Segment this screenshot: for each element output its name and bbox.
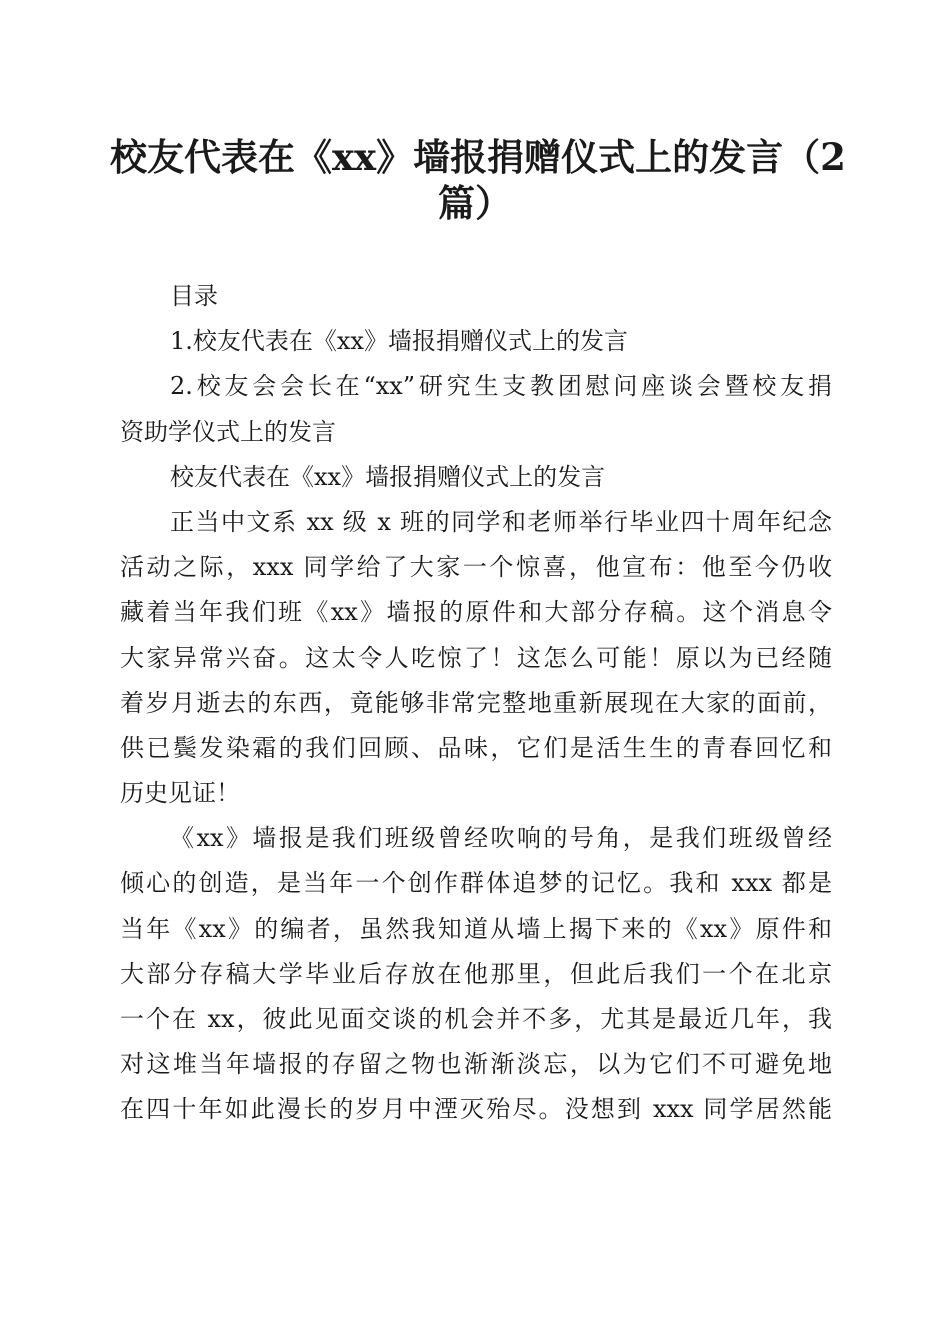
paragraph-1-line: 着岁月逝去的东西，竟能够非常完整地重新展现在大家的面前， — [120, 688, 832, 717]
paragraph-2-line: 对这堆当年墙报的存留之物也渐渐淡忘，以为它们不可避免地 — [120, 1050, 832, 1079]
paragraph-2-line: 在四十年如此漫长的岁月中湮灭殆尽。没想到 xxx 同学居然能 — [120, 1095, 832, 1124]
title-line: 校友代表在《xx》墙报捐赠仪式上的发言（2 — [110, 135, 846, 179]
toc-item-2-line: 资助学仪式上的发言 — [120, 417, 336, 446]
toc-heading: 目录 — [170, 282, 218, 310]
paragraph-2-line: 大部分存稿大学毕业后存放在他那里，但此后我们一个在北京 — [120, 959, 832, 988]
paragraph-1-line: 供已鬓发染霜的我们回顾、品味，它们是活生生的青春回忆和 — [120, 733, 832, 762]
document-body — [120, 274, 832, 1133]
paragraph-2-line: 《xx》墙报是我们班级曾经吹响的号角，是我们班级曾经 — [170, 824, 832, 853]
paragraph-2-line: 倾心的创造，是当年一个创作群体追梦的记忆。我和 xxx 都是 — [120, 869, 832, 898]
paragraph-1-line: 活动之际，xxx 同学给了大家一个惊喜，他宣布：他至今仍收 — [120, 553, 832, 582]
paragraph-1-line: 正当中文系 xx 级 x 班的同学和老师举行毕业四十周年纪念 — [170, 507, 832, 536]
paragraph-2-line: 当年《xx》的编者，虽然我知道从墙上揭下来的《xx》原件和 — [120, 914, 832, 943]
paragraph-1-line: 大家异常兴奋。这太令人吃惊了！这怎么可能！原以为已经随 — [120, 643, 832, 672]
paragraph-1-line: 藏着当年我们班《xx》墙报的原件和大部分存稿。这个消息令 — [120, 598, 832, 627]
toc-item-1: 1.校友代表在《xx》墙报捐赠仪式上的发言 — [170, 327, 628, 356]
document-title — [110, 134, 846, 226]
paragraph-2-line: 一个在 xx，彼此见面交谈的机会并不多，尤其是最近几年，我 — [120, 1005, 832, 1033]
paragraph-1-line: 历史见证！ — [120, 779, 240, 808]
title-line: 篇） — [438, 181, 512, 225]
toc-item-2-line: 2.校友会会长在“xx”研究生支教团慰问座谈会暨校友捐 — [170, 372, 832, 401]
section-heading: 校友代表在《xx》墙报捐赠仪式上的发言 — [170, 462, 606, 491]
